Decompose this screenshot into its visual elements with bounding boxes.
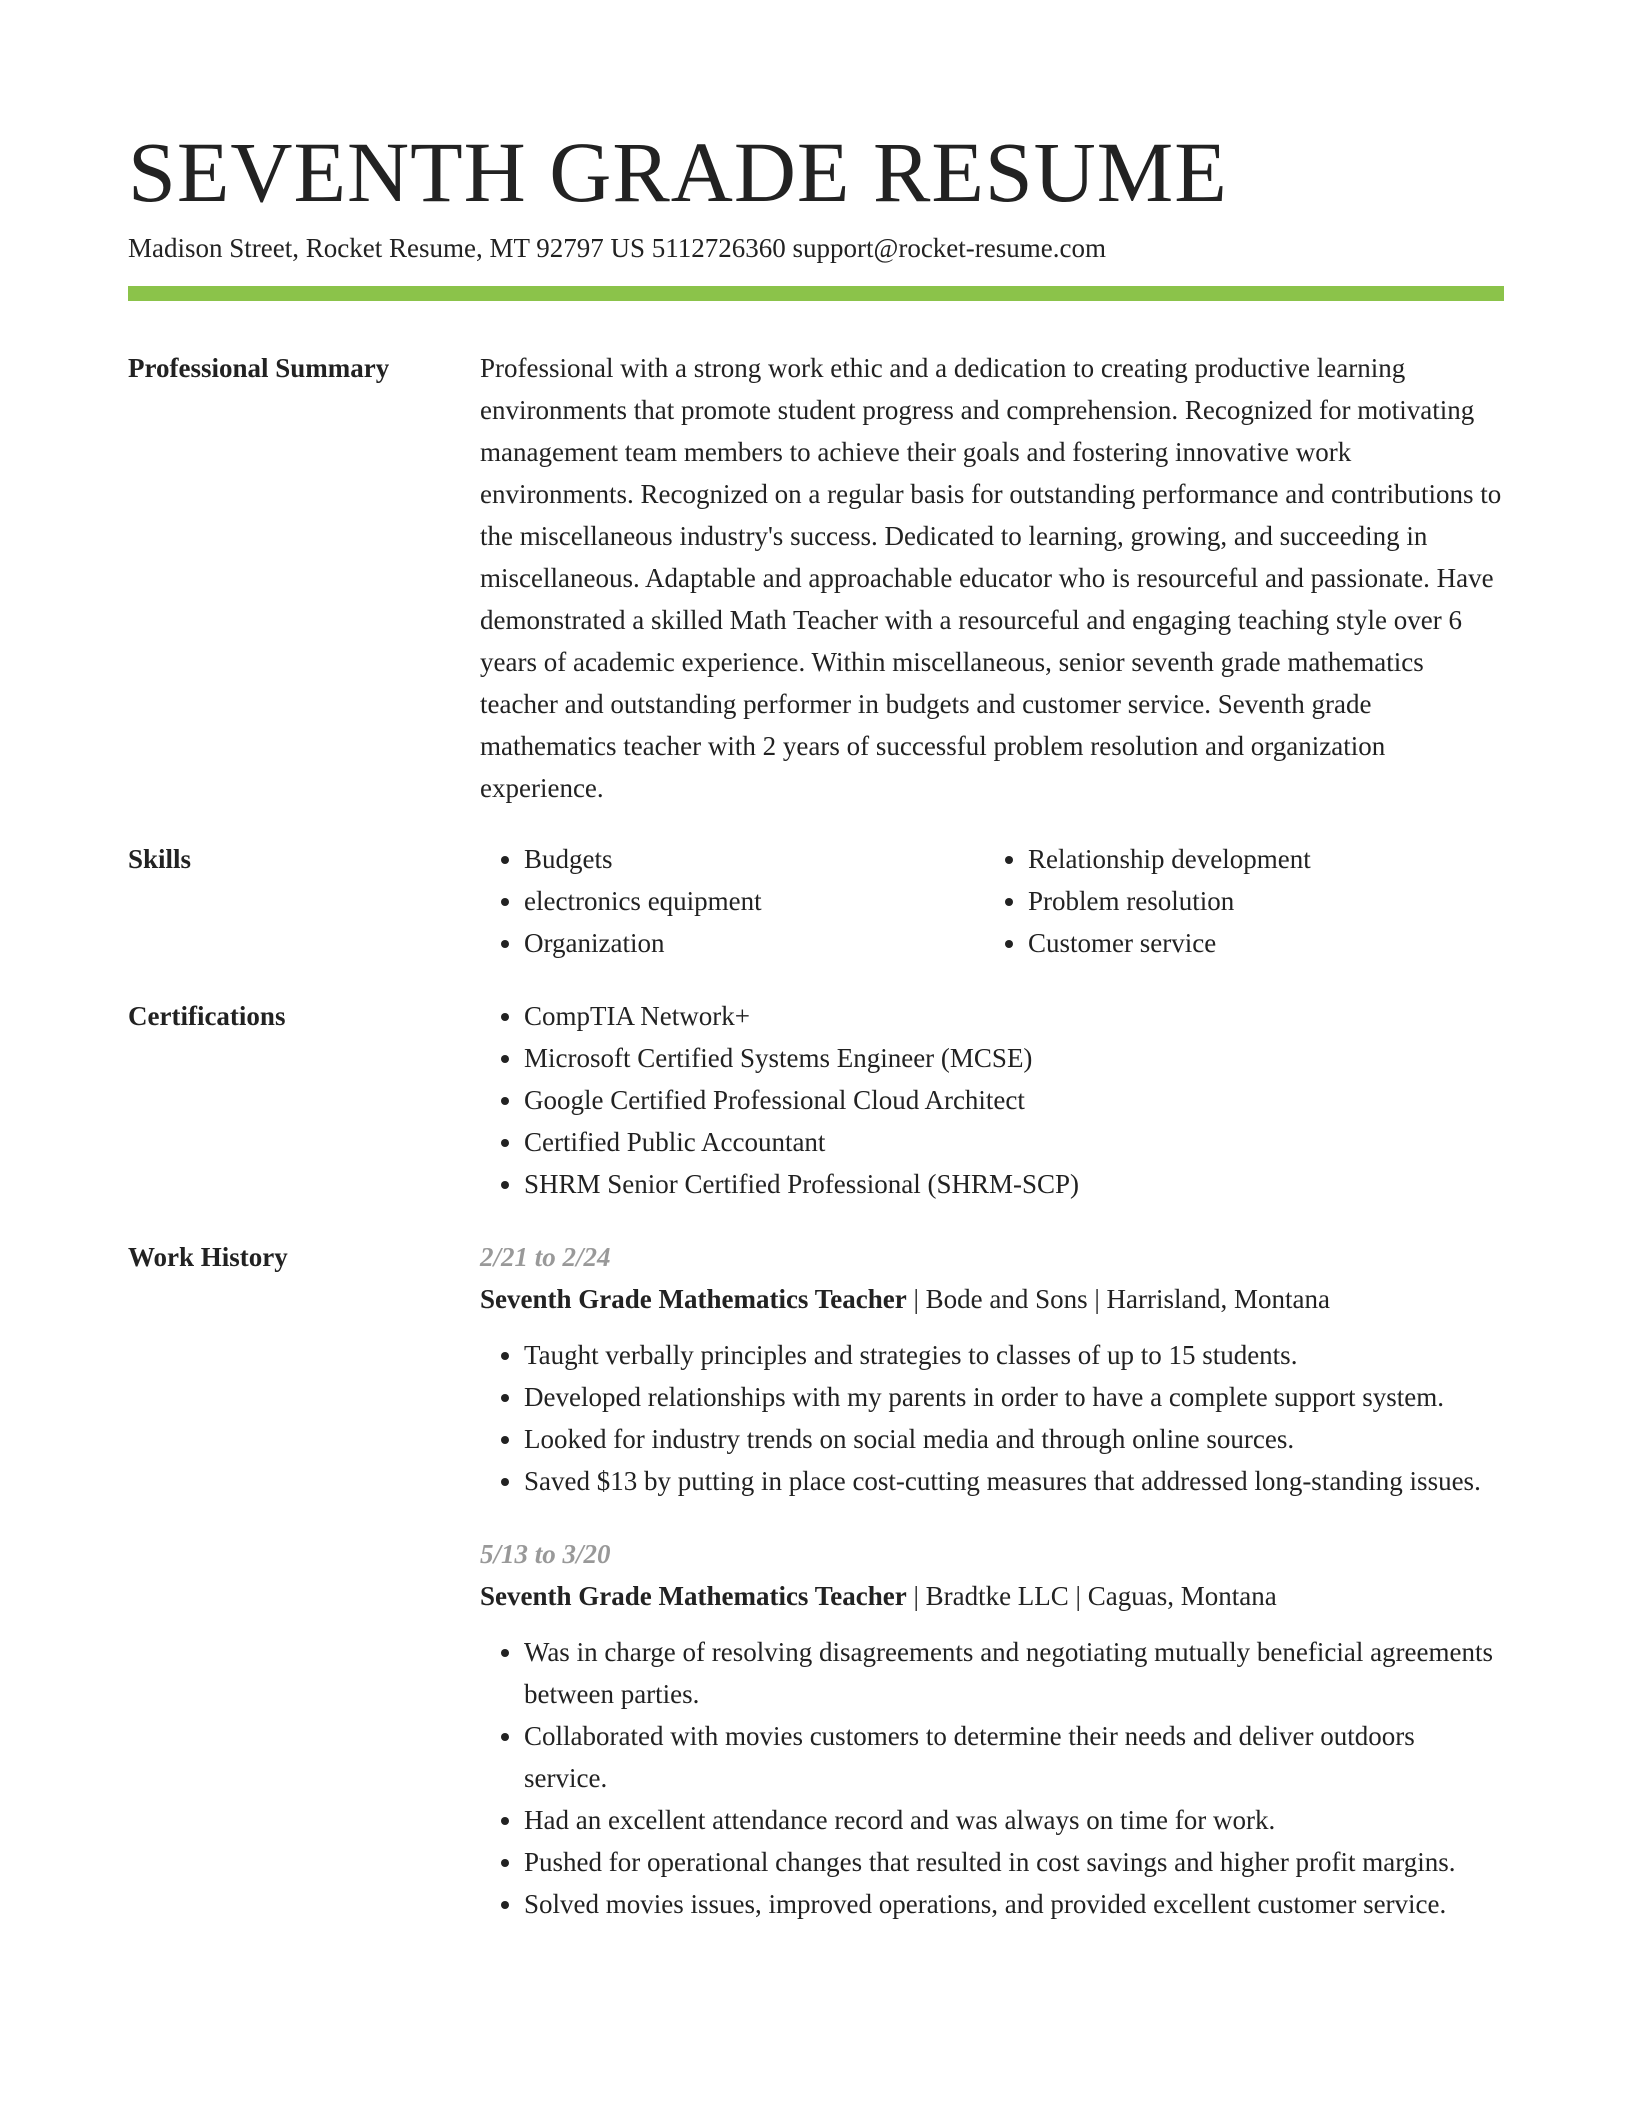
job-details: | Bode and Sons | Harrisland, Montana [906, 1284, 1330, 1314]
job-title: Seventh Grade Mathematics Teacher [480, 1581, 907, 1611]
job-bullet: • Saved $13 by putting in place cost-cutting measures that addressed long-standing issues. [524, 1460, 1504, 1502]
job-details: | Bradtke LLC | Caguas, Montana [906, 1581, 1277, 1611]
contact-line: Madison Street, Rocket Resume, MT 92797 US 5112726360 support@rocket-resume.com [128, 233, 1106, 263]
certifications-list [480, 995, 1504, 1205]
job-bullet: • Taught verbally principles and strategies to classes of up to 15 students. [524, 1334, 1504, 1376]
job-bullets [480, 1631, 1504, 1925]
certification-item: • SHRM Senior Certified Professional (SHRM-SCP) [524, 1163, 1504, 1205]
skill-item: • Organization [524, 922, 984, 964]
summary-text: Professional with a strong work ethic and a dedication to creating productive learning environments that promote student progress and comprehension. Recognized for motivating management team members to achieve their goals and fostering innovative work environments. Recognized on a regular basis for outstanding performance and contributions to the miscellaneous industry's success. Dedicated to learning, growing, and succeeding in miscellaneous. Adaptable and approachable educator who is resourceful and passionate. Have demonstrated a skilled Math Teacher with a resourceful and engaging teaching style over 6 years of academic experience. Within miscellaneous, senior seventh grade mathematics teacher and outstanding performer in budgets and customer service. Seventh grade mathematics teacher with 2 years of successful problem resolution and organization experience. [480, 353, 1502, 803]
skills-column-left [480, 838, 984, 964]
resume-title: SEVENTH GRADE RESUME [128, 124, 1228, 220]
skill-item: • Relationship development [1028, 838, 1488, 880]
certifications-content [480, 995, 1504, 1205]
job-bullet: • Collaborated with movies customers to determine their needs and deliver outdoors service. [524, 1715, 1504, 1799]
summary-label: Professional Summary [128, 353, 390, 383]
certification-item: • Certified Public Accountant [524, 1121, 1504, 1163]
summary-content [480, 347, 1504, 809]
certification-item: • Microsoft Certified Systems Engineer (MCSE) [524, 1037, 1504, 1079]
skills-content [480, 838, 1504, 964]
skills-label: Skills [128, 844, 192, 874]
job-heading [480, 1575, 1504, 1617]
job-entry [480, 1236, 1504, 1502]
skills-list-right [984, 838, 1488, 964]
skills-list-left [480, 838, 984, 964]
job-bullet: • Pushed for operational changes that resulted in cost savings and higher profit margins. [524, 1841, 1504, 1883]
skill-item: • Budgets [524, 838, 984, 880]
job-bullets [480, 1334, 1504, 1502]
work-history-label: Work History [128, 1242, 288, 1272]
job-entry [480, 1533, 1504, 1925]
certification-item: • CompTIA Network+ [524, 995, 1504, 1037]
job-bullet: • Developed relationships with my parents in order to have a complete support system. [524, 1376, 1504, 1418]
certification-item: • Google Certified Professional Cloud Architect [524, 1079, 1504, 1121]
job-dates: 5/13 to 3/20 [480, 1539, 611, 1569]
job-heading [480, 1278, 1504, 1320]
certifications-label: Certifications [128, 1001, 286, 1031]
job-bullet: • Had an excellent attendance record and was always on time for work. [524, 1799, 1504, 1841]
work-history-content [480, 1236, 1504, 1925]
job-bullet: • Solved movies issues, improved operations, and provided excellent customer service. [524, 1883, 1504, 1925]
job-bullet: • Looked for industry trends on social media and through online sources. [524, 1418, 1504, 1460]
skill-item: • Problem resolution [1028, 880, 1488, 922]
skill-item: • electronics equipment [524, 880, 984, 922]
job-title: Seventh Grade Mathematics Teacher [480, 1284, 907, 1314]
job-bullet: • Was in charge of resolving disagreements and negotiating mutually beneficial agreements between parties. [524, 1631, 1504, 1715]
accent-divider [128, 286, 1504, 301]
job-dates: 2/21 to 2/24 [480, 1242, 611, 1272]
skills-column-right [984, 838, 1488, 964]
skill-item: • Customer service [1028, 922, 1488, 964]
